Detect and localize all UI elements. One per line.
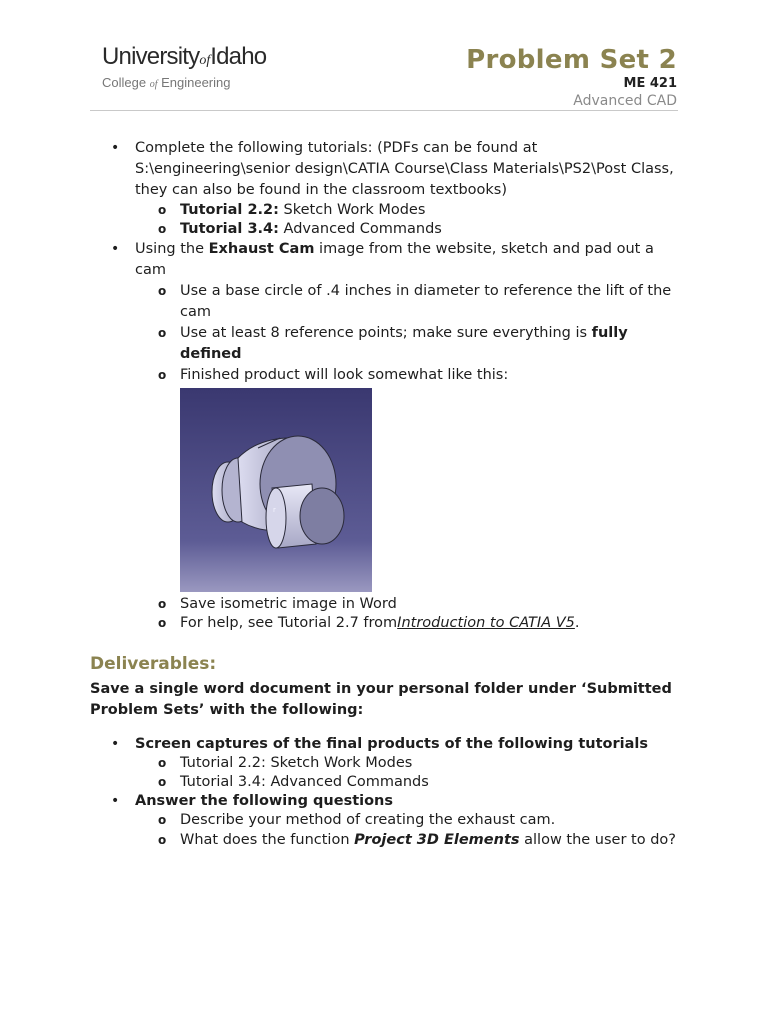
bullet-icon: o	[158, 775, 167, 789]
list-item-tutorial-3-4: o Tutorial 3.4: Advanced Commands	[158, 221, 442, 237]
list-item-exhaust-cam: • Using the Exhaust Cam image from the website, sketch and pad out a cam	[111, 241, 654, 278]
bullet-icon: •	[111, 140, 120, 156]
list-item-help: o For help, see Tutorial 2.7 fromIntroduction to CATIA V5.	[158, 615, 580, 631]
list-item-screen-captures: • Screen captures of the final products of the following tutorials	[111, 736, 649, 752]
university-logo	[102, 44, 266, 93]
list-item-base-circle: o Use a base circle of .4 inches in diameter to reference the lift of the cam	[158, 283, 672, 320]
bullet-icon: o	[158, 368, 167, 382]
bullet-icon: o	[158, 813, 167, 827]
bullet-icon: •	[111, 241, 120, 257]
instructions-list	[90, 138, 680, 633]
deliverables-heading: Deliverables:	[90, 654, 217, 674]
page-title: Problem Set 2	[466, 45, 677, 75]
list-item-finished-product: o Finished product will look somewhat like this: r	[90, 365, 680, 592]
bullet-icon: •	[111, 793, 120, 809]
cam-render-image	[180, 388, 372, 592]
list-item-save-image: o Save isometric image in Word	[158, 596, 397, 612]
list-item-capture-tutorial-3-4: o Tutorial 3.4: Advanced Commands	[158, 774, 429, 790]
deliverables-intro: Save a single word document in your personal folder under ‘Submitted Problem Sets’ with the following:	[90, 681, 672, 718]
bullet-icon: o	[158, 756, 167, 770]
course-name: Advanced CAD	[573, 93, 677, 109]
document-header	[466, 44, 677, 110]
bullet-icon: o	[158, 833, 167, 847]
svg-text:r: r	[273, 506, 276, 514]
list-item-tutorial-2-2: o Tutorial 2.2: Sketch Work Modes	[158, 202, 426, 218]
list-item-reference-points: o Use at least 8 reference points; make sure everything is fully defined	[158, 325, 628, 362]
deliverables-list	[90, 735, 680, 851]
list-item-questions: • Answer the following questions	[111, 793, 394, 809]
bullet-icon: o	[158, 203, 167, 217]
course-code: ME 421	[623, 76, 677, 91]
bullet-icon: •	[111, 736, 120, 752]
bullet-icon: o	[158, 222, 167, 236]
logo-college: College of Engineering	[102, 75, 231, 90]
list-item-question-1: o Describe your method of creating the exhaust cam.	[158, 812, 556, 828]
header-divider	[90, 110, 678, 111]
list-item-tutorials: • Complete the following tutorials: (PDFs can be found at S:\engineering\senior design\CATIA Course\Class Materials\PS2\Post Class, they can also be found in the classroom textbooks)	[111, 140, 674, 198]
bullet-icon: o	[158, 616, 167, 630]
list-item-capture-tutorial-2-2: o Tutorial 2.2: Sketch Work Modes	[158, 755, 413, 771]
bullet-icon: o	[158, 597, 167, 611]
catia-book-link[interactable]: Introduction to CATIA V5	[397, 615, 575, 631]
bullet-icon: o	[158, 284, 167, 298]
logo-wordmark: UniversityofIdaho	[102, 43, 267, 70]
bullet-icon: o	[158, 326, 167, 340]
list-item-question-2: o What does the function Project 3D Elements allow the user to do?	[90, 830, 680, 851]
